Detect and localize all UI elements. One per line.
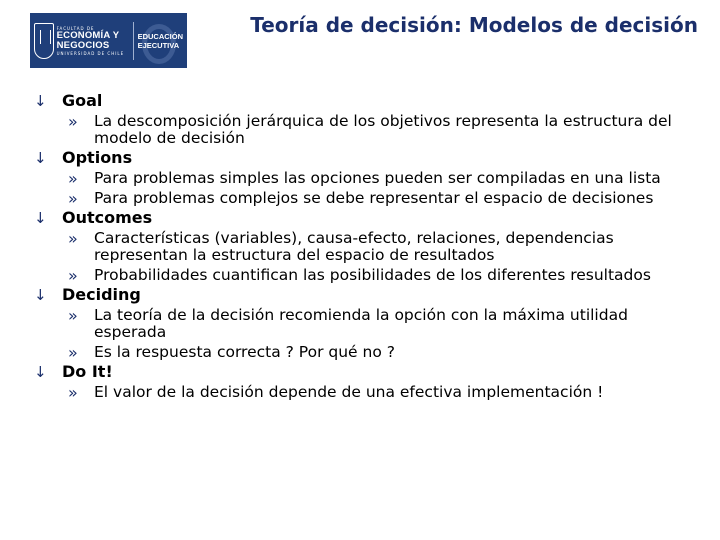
university-logo bbox=[30, 13, 187, 68]
logo-divider bbox=[133, 22, 134, 60]
double-chevron-icon: » bbox=[68, 112, 78, 131]
list-item bbox=[34, 267, 704, 284]
list-item bbox=[34, 344, 704, 361]
double-chevron-icon: » bbox=[68, 383, 78, 402]
list-item-text: El valor de la decisión depende de una efectiva implementación ! bbox=[94, 383, 604, 401]
section-heading: Deciding bbox=[62, 285, 141, 304]
list-item bbox=[34, 230, 704, 264]
section-do-it bbox=[34, 363, 704, 381]
list-item-text: Probabilidades cuantifican las posibilidades de los diferentes resultados bbox=[94, 266, 651, 284]
list-item-text: Para problemas complejos se debe representar el espacio de decisiones bbox=[94, 189, 654, 207]
arrow-bullet-icon: ↓ bbox=[34, 363, 47, 381]
logo-exec bbox=[138, 32, 183, 50]
section-goal bbox=[34, 92, 704, 110]
section-options bbox=[34, 149, 704, 167]
double-chevron-icon: » bbox=[68, 189, 78, 208]
list-item bbox=[34, 307, 704, 341]
logo-university: UNIVERSIDAD DE CHILE bbox=[56, 50, 125, 56]
section-deciding bbox=[34, 286, 704, 304]
list-item bbox=[34, 113, 704, 147]
logo-exec-line2: EJECUTIVA bbox=[137, 40, 180, 50]
section-heading: Options bbox=[62, 148, 133, 167]
double-chevron-icon: » bbox=[68, 306, 78, 325]
double-chevron-icon: » bbox=[68, 343, 78, 362]
list-item-text: Características (variables), causa-efecto, relaciones, dependencias representan la estructura del espacio de resultados bbox=[94, 229, 614, 264]
slide-title: Teoría de decisión: Modelos de decisión bbox=[250, 13, 698, 37]
logo-names bbox=[57, 26, 129, 56]
list-item-text: Es la respuesta correcta ? Por qué no ? bbox=[94, 343, 395, 361]
logo-line2: NEGOCIOS bbox=[56, 39, 110, 51]
list-item-text: La teoría de la decisión recomienda la opción con la máxima utilidad esperada bbox=[94, 306, 628, 341]
arrow-bullet-icon: ↓ bbox=[34, 209, 47, 227]
section-outcomes bbox=[34, 209, 704, 227]
logo-exec-line1: EDUCACIÓN bbox=[137, 31, 183, 41]
logo-facultad: FACULTAD DE bbox=[56, 25, 95, 31]
section-heading: Outcomes bbox=[62, 208, 153, 227]
list-item bbox=[34, 170, 704, 187]
arrow-bullet-icon: ↓ bbox=[34, 149, 47, 167]
arrow-bullet-icon: ↓ bbox=[34, 92, 47, 110]
crest-icon bbox=[34, 23, 54, 59]
double-chevron-icon: » bbox=[68, 169, 78, 188]
bullet-list bbox=[34, 90, 704, 401]
section-heading: Do It! bbox=[62, 362, 113, 381]
double-chevron-icon: » bbox=[68, 266, 78, 285]
section-heading: Goal bbox=[62, 91, 103, 110]
list-item bbox=[34, 190, 704, 207]
arrow-bullet-icon: ↓ bbox=[34, 286, 47, 304]
double-chevron-icon: » bbox=[68, 229, 78, 248]
list-item-text: Para problemas simples las opciones pueden ser compiladas en una lista bbox=[94, 169, 661, 187]
list-item bbox=[34, 384, 704, 401]
logo-line1: ECONOMÍA Y bbox=[56, 29, 120, 41]
list-item-text: La descomposición jerárquica de los objetivos representa la estructura del modelo de decisión bbox=[94, 112, 672, 147]
